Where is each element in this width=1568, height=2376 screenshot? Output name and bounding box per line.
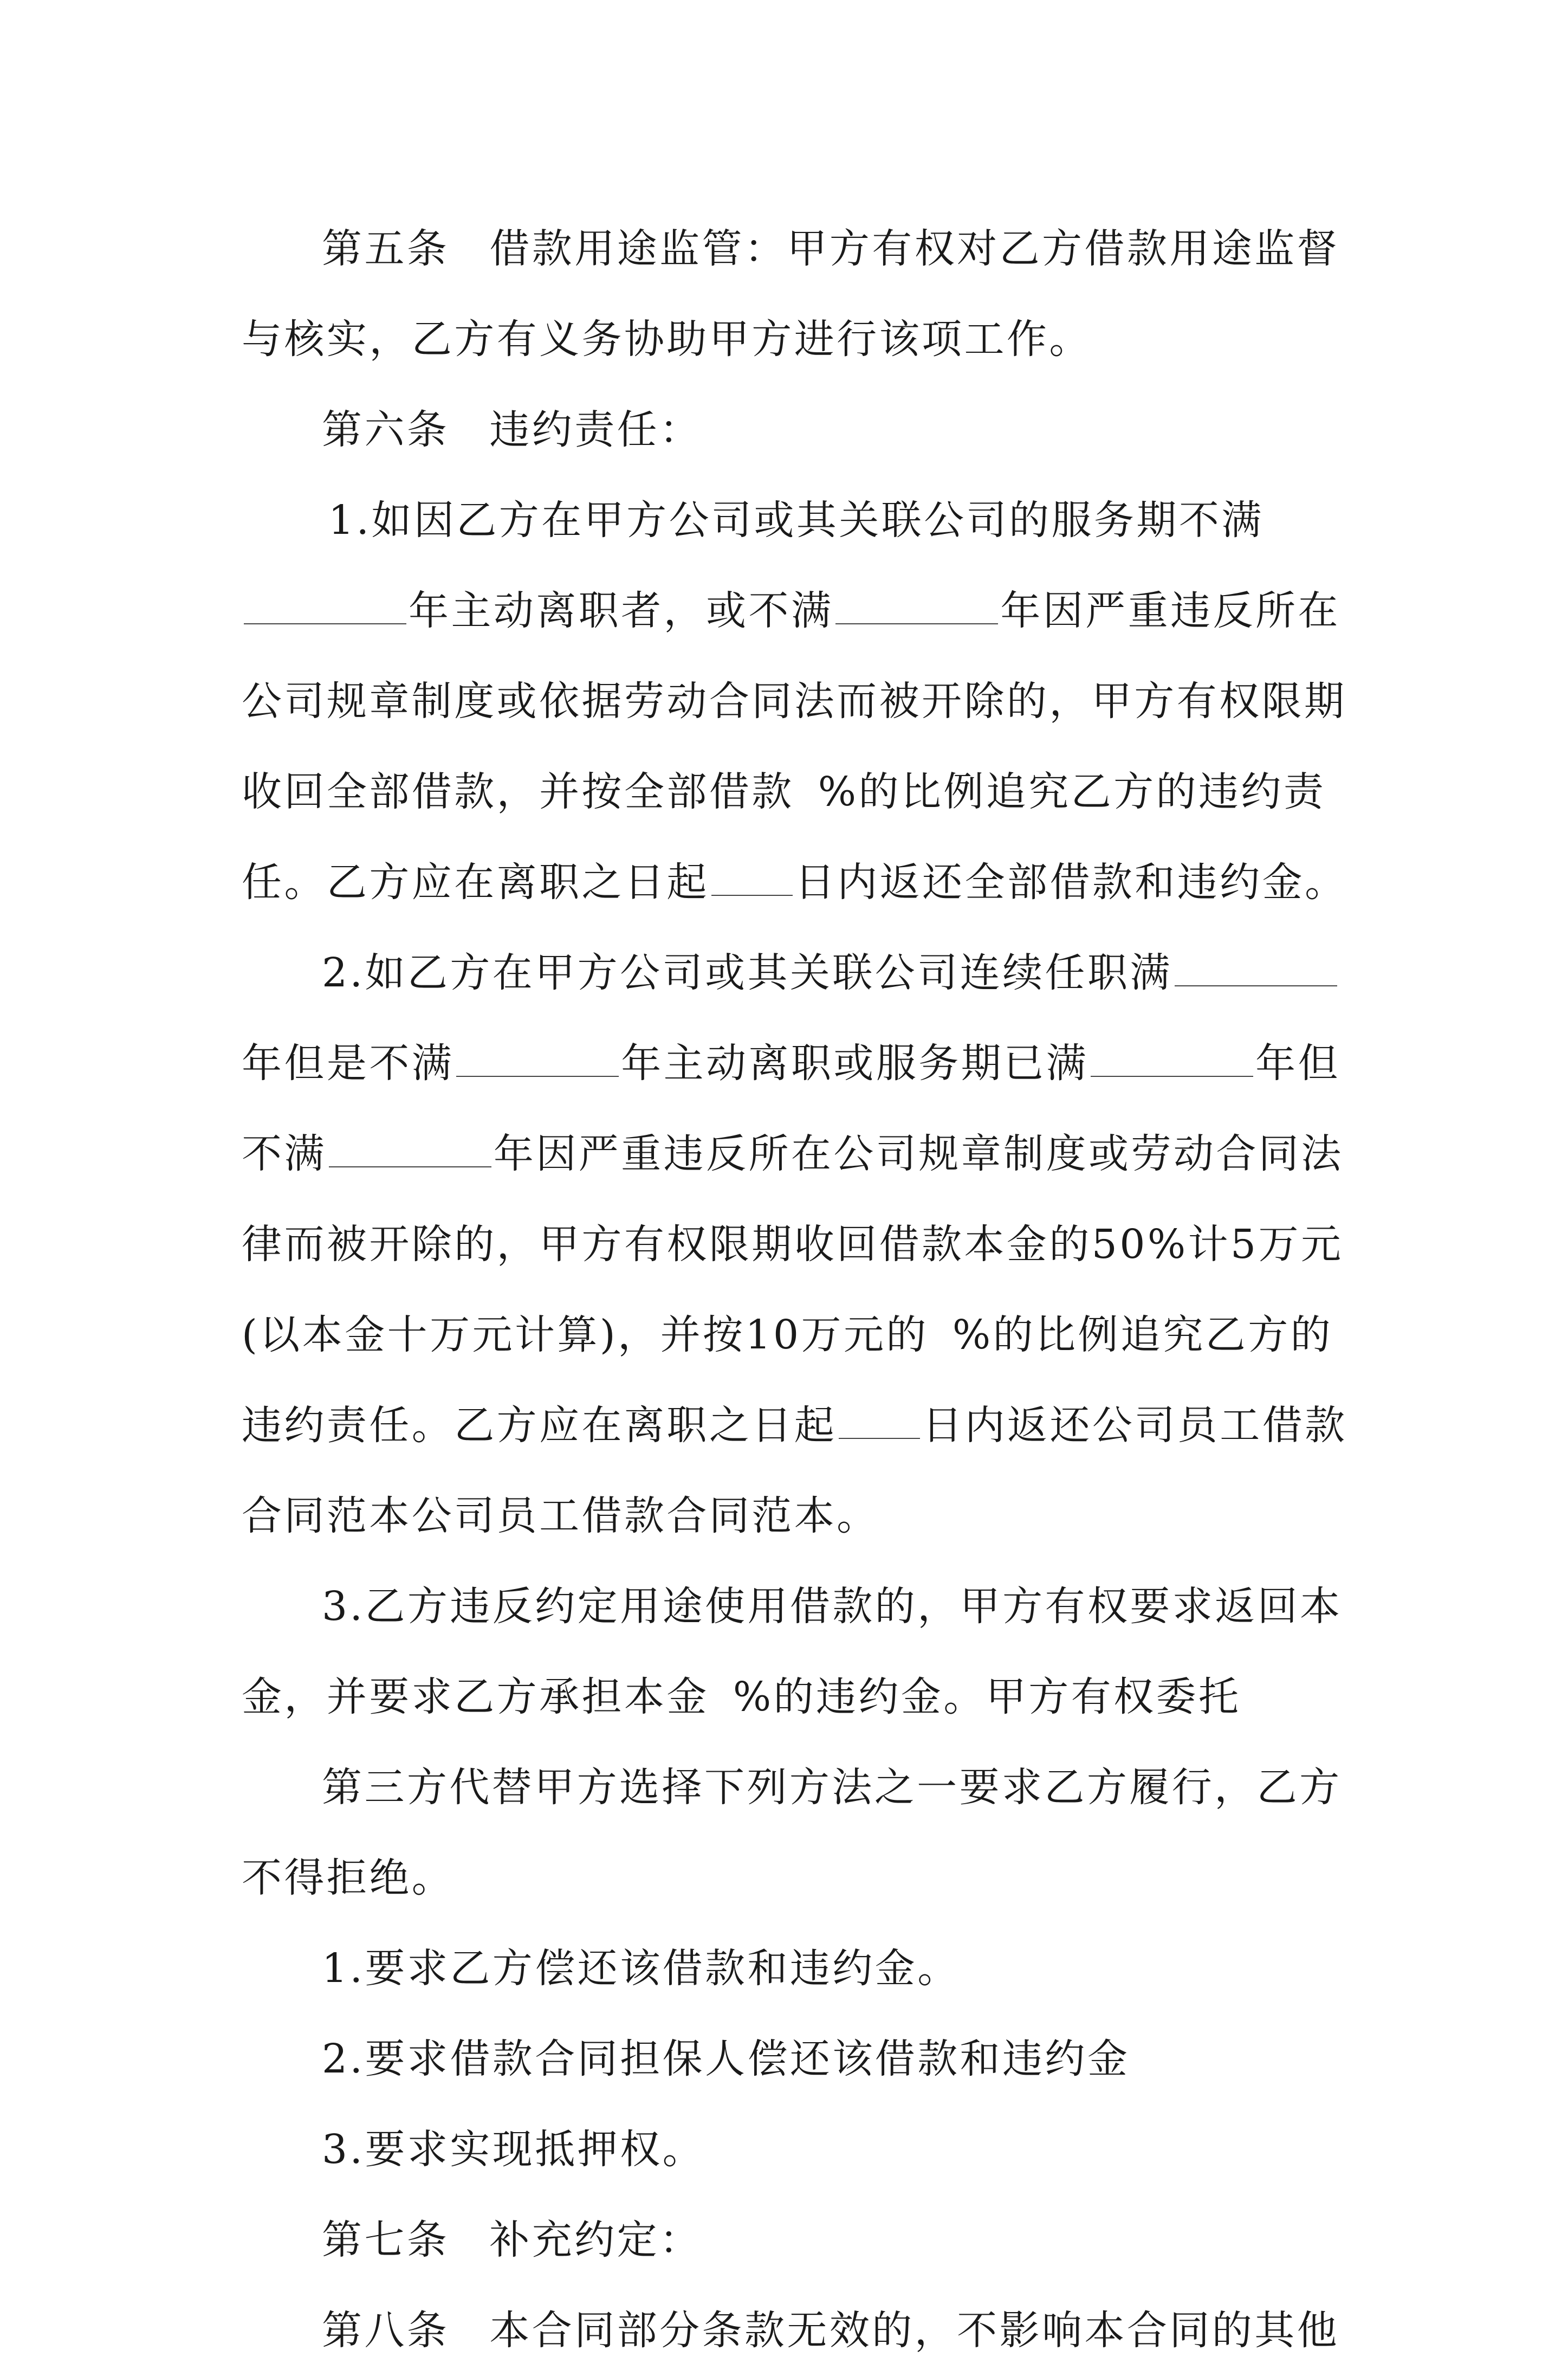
text-segment: 不得拒绝。 — [242, 1855, 455, 1901]
clause-6-3-line-2 — [242, 1652, 1355, 1742]
clause-6-1-line-5 — [242, 837, 1355, 928]
clause-6-1-line-2 — [242, 566, 1355, 656]
third-party-line-1 — [242, 1742, 1355, 1833]
text-segment: 年因严重违反所在公司规章制度或劳动合同法 — [493, 1131, 1344, 1177]
clause-6-1-line-1 — [242, 475, 1355, 566]
article-8-text: 本合同部分条款无效的，不影响本合同的其他 — [489, 2307, 1340, 2354]
text-segment: 日内返还全部借款和违约金。 — [794, 859, 1347, 906]
clause-6-2-line-2 — [242, 1018, 1355, 1109]
text-segment: 任。乙方应在离职之日起 — [242, 859, 709, 906]
fill-blank-percent[interactable] — [711, 1673, 731, 1710]
article-5-line-1 — [242, 204, 1355, 294]
text-segment: 公司规章制度或依据劳动合同法而被开除的，甲方有权限期 — [242, 678, 1347, 725]
clause-6-2-line-1 — [242, 928, 1355, 1018]
text-segment: 年但 — [1255, 1040, 1340, 1087]
article-7-line — [242, 2195, 1355, 2285]
text-segment: 年但是不满 — [242, 1040, 455, 1087]
option-2 — [242, 2014, 1355, 2104]
fill-blank-days[interactable] — [711, 857, 793, 896]
clause-6-2-line-4 — [242, 1199, 1355, 1290]
article-5-heading: 第五条 — [322, 225, 450, 272]
clause-6-1-line-3 — [242, 656, 1355, 747]
clause-6-2-line-5 — [242, 1290, 1355, 1380]
option-3 — [242, 2104, 1355, 2195]
article-6-heading-line — [242, 385, 1355, 475]
fill-blank-years[interactable] — [456, 1038, 619, 1077]
clause-6-1-line-4 — [242, 747, 1355, 837]
fill-blank-years[interactable] — [244, 585, 406, 624]
list-item: 2.要求借款合同担保人偿还该借款和违约金 — [322, 2036, 1130, 2082]
list-item: 1.要求乙方偿还该借款和违约金。 — [322, 1945, 960, 1992]
text-segment: 金，并要求乙方承担本金 — [242, 1674, 709, 1720]
article-8-line — [242, 2285, 1355, 2376]
fill-blank-years[interactable] — [1175, 947, 1337, 986]
article-7-heading: 第七条 — [322, 2217, 450, 2263]
fill-blank-years[interactable] — [329, 1128, 491, 1167]
fill-blank-years[interactable] — [1091, 1038, 1253, 1077]
text-segment: %的比例追究乙方的 — [952, 1312, 1333, 1358]
text-segment: %的比例追究乙方的违约责 — [818, 769, 1326, 815]
text-segment: 3.乙方违反约定用途使用借款的，甲方有权要求返回本 — [322, 1583, 1343, 1630]
text-segment: (以本金十万元计算)，并按10万元的 — [242, 1312, 929, 1358]
third-party-line-2 — [242, 1833, 1355, 1923]
fill-blank-percent[interactable] — [931, 1310, 950, 1348]
fill-blank-days[interactable] — [839, 1400, 920, 1439]
text-segment: %的违约金。甲方有权委托 — [733, 1674, 1241, 1720]
article-5-line-2 — [242, 294, 1355, 385]
article-6-title: 违约责任： — [489, 406, 702, 453]
text-segment: 与核实，乙方有义务协助甲方进行该项工作。 — [242, 316, 1092, 363]
fill-blank-percent[interactable] — [796, 767, 816, 805]
text-segment: 1.如因乙方在甲方公司或其关联公司的服务期不满 — [328, 497, 1264, 544]
fill-blank-years[interactable] — [835, 585, 998, 624]
contract-body — [242, 204, 1355, 2376]
clause-6-2-line-7 — [242, 1471, 1355, 1561]
text-segment: 年主动离职者，或不满 — [409, 587, 834, 634]
text-segment: 合同范本公司员工借款合同范本。 — [242, 1493, 879, 1539]
text-segment: 年主动离职或服务期已满 — [621, 1040, 1089, 1087]
text-segment: 日内返还公司员工借款 — [922, 1402, 1347, 1449]
clause-6-3-line-1 — [242, 1561, 1355, 1652]
text-segment: 第三方代替甲方选择下列方法之一要求乙方履行，乙方 — [322, 1764, 1342, 1811]
article-7-title: 补充约定： — [489, 2217, 702, 2263]
clause-6-2-line-6 — [242, 1380, 1355, 1471]
article-8-heading: 第八条 — [322, 2307, 450, 2354]
text-segment: 不满 — [242, 1131, 327, 1177]
article-6-heading: 第六条 — [322, 406, 450, 453]
list-item: 3.要求实现抵押权。 — [322, 2126, 705, 2173]
text-segment: 收回全部借款，并按全部借款 — [242, 769, 794, 815]
article-5-text: 借款用途监管：甲方有权对乙方借款用途监督 — [489, 225, 1340, 272]
clause-6-2-line-3 — [242, 1109, 1355, 1199]
text-segment: 年因严重违反所在 — [1000, 587, 1340, 634]
text-segment: 2.如乙方在甲方公司或其关联公司连续任职满 — [322, 950, 1172, 996]
text-segment: 律而被开除的，甲方有权限期收回借款本金的50%计5万元 — [242, 1221, 1344, 1268]
text-segment: 违约责任。乙方应在离职之日起 — [242, 1402, 837, 1449]
option-1 — [242, 1923, 1355, 2014]
